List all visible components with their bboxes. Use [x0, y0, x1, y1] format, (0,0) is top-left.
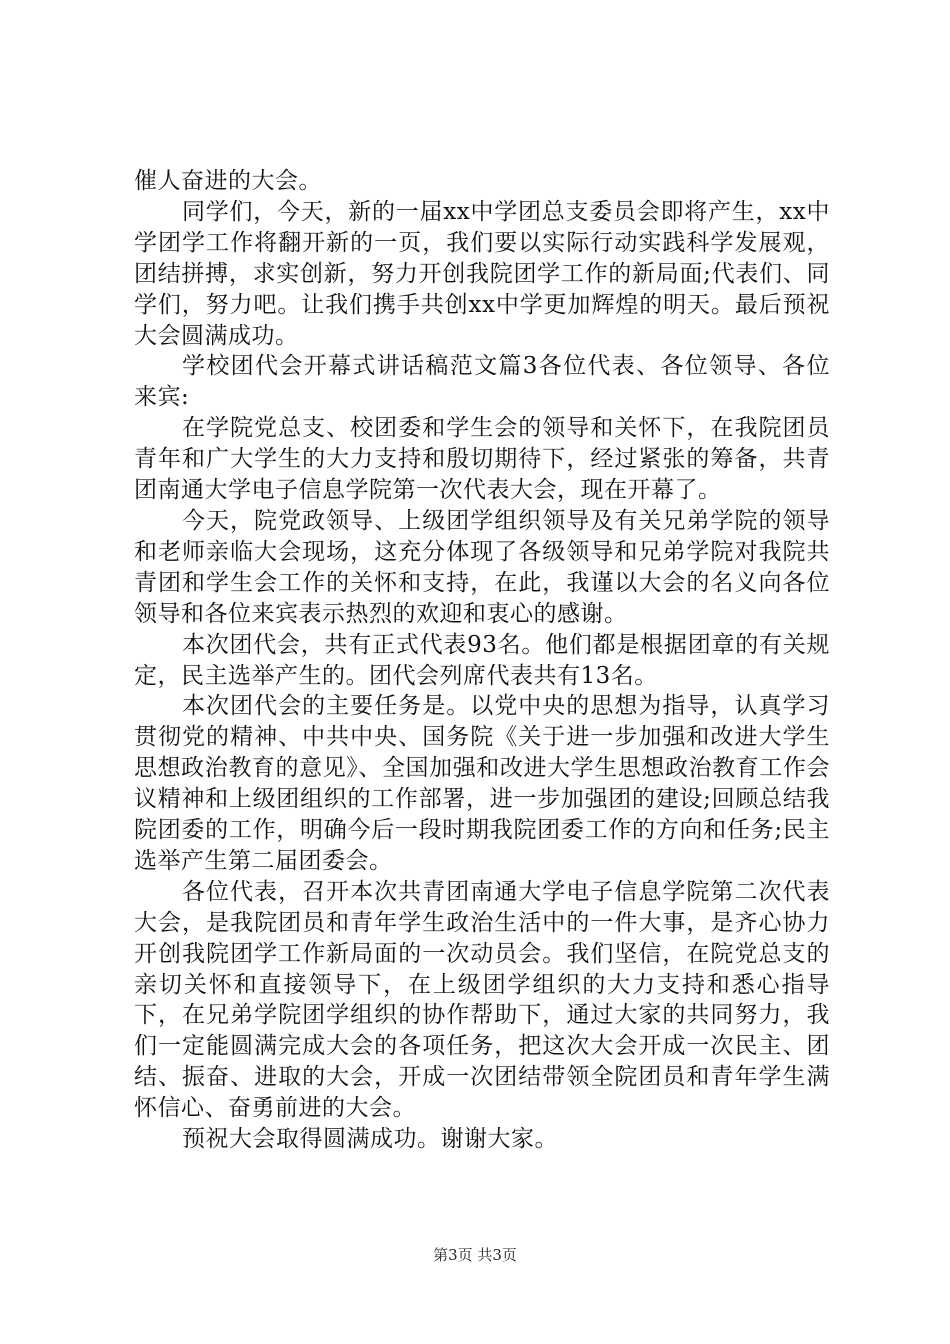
- page-footer: 第3页 共3页: [433, 1246, 517, 1264]
- paragraph-2: 同学们，今天，新的一届xx中学团总支委员会即将产生，xx中学团学工作将翻开新的一页，我们要以实际行动实践科学发展观，团结拼搏，求实创新，努力开创我院团学工作的新局面;代表们、同学们，努力吧。让我们携手共创xx中学更加辉煌的明天。最后预祝大会圆满成功。: [134, 198, 830, 349]
- paragraph-9: 预祝大会取得圆满成功。谢谢大家。: [182, 1126, 558, 1153]
- document-body: [134, 166, 830, 1155]
- paragraph-4: 在学院党总支、校团委和学生会的领导和关怀下，在我院团员青年和广大学生的大力支持和殷切期待下，经过紧张的筹备，共青团南通大学电子信息学院第一次代表大会，现在开幕了。: [134, 415, 830, 504]
- paragraph-1: 催人奋进的大会。: [134, 168, 322, 194]
- paragraph-7: 本次团代会的主要任务是。以党中央的思想为指导，认真学习贯彻党的精神、中共中央、国务院《关于进一步加强和改进大学生思想政治教育的意见》、全国加强和改进大学生思想政治教育工作会议精神和上级团组织的工作部署，进一步加强团的建设;回顾总结我院团委的工作，明确今后一段时期我院团委工作的方向和任务;民主选举产生第二届团委会。: [134, 693, 830, 874]
- paragraph-6: 本次团代会，共有正式代表93名。他们都是根据团章的有关规定，民主选举产生的。团代会列席代表共有13名。: [134, 631, 830, 689]
- paragraph-5: 今天，院党政领导、上级团学组织领导及有关兄弟学院的领导和老师亲临大会现场，这充分体现了各级领导和兄弟学院对我院共青团和学生会工作的关怀和支持，在此，我谨以大会的名义向各位领导和各位来宾表示热烈的欢迎和衷心的感谢。: [134, 507, 830, 627]
- paragraph-8: 各位代表，召开本次共青团南通大学电子信息学院第二次代表大会，是我院团员和青年学生政治生活中的一件大事，是齐心协力开创我院团学工作新局面的一次动员会。我们坚信，在院党总支的亲切关怀和直接领导下，在上级团学组织的大力支持和悉心指导下，在兄弟学院团学组织的协作帮助下，通过大家的共同努力，我们一定能圆满完成大会的各项任务，把这次大会开成一次民主、团结、振奋、进取的大会，开成一次团结带领全院团员和青年学生满怀信心、奋勇前进的大会。: [134, 878, 830, 1122]
- paragraph-3: 学校团代会开幕式讲话稿范文篇3各位代表、各位领导、各位来宾:: [134, 353, 830, 411]
